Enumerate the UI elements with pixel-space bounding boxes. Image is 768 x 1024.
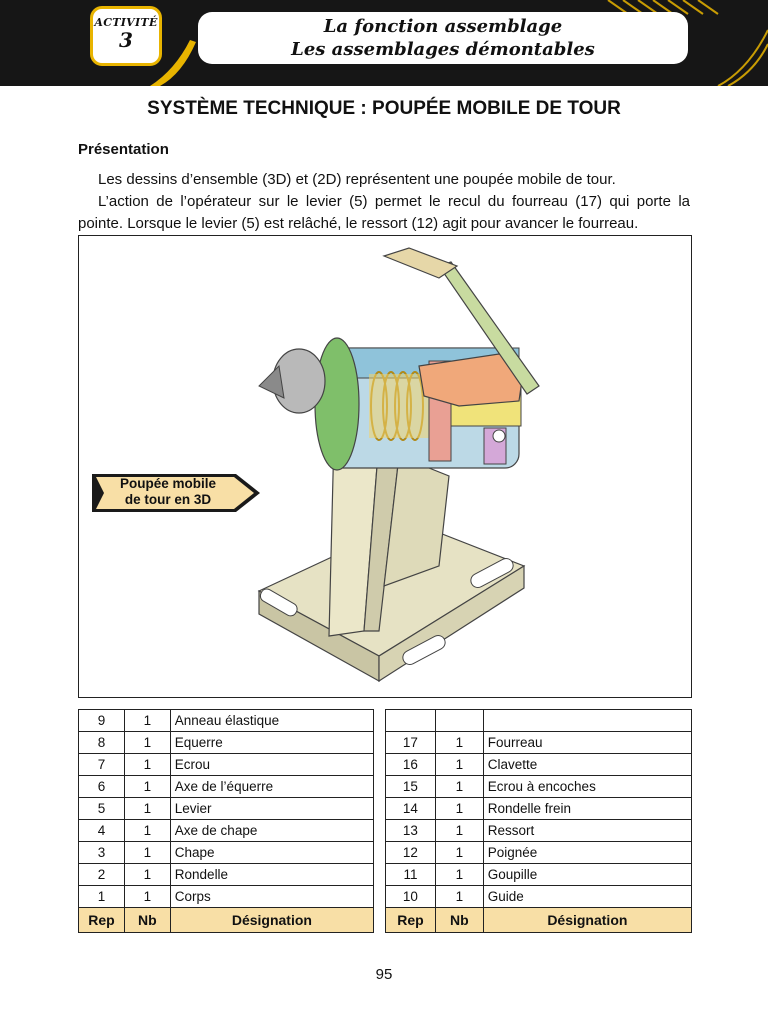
rep-cell: 3 (79, 842, 125, 864)
rep-cell: 13 (386, 820, 436, 842)
chapter-title (198, 12, 688, 64)
nb-cell: 1 (435, 798, 483, 820)
table-header-row (79, 908, 374, 933)
designation-cell: Poignée (483, 842, 691, 864)
table-row (386, 886, 692, 908)
page-title: SYSTÈME TECHNIQUE : POUPÉE MOBILE DE TOUR (147, 98, 621, 119)
designation-cell: Fourreau (483, 732, 691, 754)
nb-cell: 1 (124, 842, 170, 864)
rep-cell: 6 (79, 776, 125, 798)
designation-cell: Rondelle frein (483, 798, 691, 820)
table-row (79, 776, 374, 798)
designation-cell: Goupille (483, 864, 691, 886)
table-row (386, 798, 692, 820)
nb-cell: 1 (435, 864, 483, 886)
nomenclature-table-right (385, 709, 692, 933)
designation-cell: Anneau élastique (170, 710, 373, 732)
table-row (386, 864, 692, 886)
nb-cell: 1 (435, 732, 483, 754)
designation-cell: Levier (170, 798, 373, 820)
nb-cell: 1 (435, 886, 483, 908)
table-row (386, 710, 692, 732)
nb-cell: 1 (124, 710, 170, 732)
assembly-drawing-frame (78, 235, 692, 698)
rep-cell: 17 (386, 732, 436, 754)
callout-line-1: Poupée mobile (119, 476, 217, 491)
activity-number: 3 (119, 28, 133, 52)
table-row (79, 820, 374, 842)
page-number: 95 (375, 966, 393, 983)
nb-cell: 1 (124, 820, 170, 842)
table-row (79, 886, 374, 908)
table-row (386, 776, 692, 798)
nb-cell: 1 (435, 754, 483, 776)
nb-cell: 1 (435, 820, 483, 842)
rep-cell: 15 (386, 776, 436, 798)
rep-cell: 1 (79, 886, 125, 908)
table-row (79, 710, 374, 732)
designation-cell: Ecrou (170, 754, 373, 776)
intro-paragraph-1: Les dessins d’ensemble (3D) et (2D) représentent une poupée mobile de tour. (98, 171, 616, 188)
nb-cell (435, 710, 483, 732)
rep-cell: 2 (79, 864, 125, 886)
callout-label (98, 476, 238, 508)
activity-badge (90, 6, 162, 66)
rep-cell: 8 (79, 732, 125, 754)
nb-header: Nb (124, 908, 170, 933)
intro-paragraph-2: L’action de l’opérateur sur le levier (5) permet le recul du fourreau (17) qui porte la pointe. Lorsque le levier (5) est relâché, le ressort (12) agit pour avancer le fourreau. (78, 193, 690, 232)
rep-cell: 11 (386, 864, 436, 886)
tailstock-3d-illustration (79, 236, 690, 696)
table-row (79, 754, 374, 776)
rep-header: Rep (79, 908, 125, 933)
nb-cell: 1 (124, 732, 170, 754)
rep-cell: 5 (79, 798, 125, 820)
nomenclature-table-left (78, 709, 374, 933)
table-row (79, 798, 374, 820)
rep-cell: 4 (79, 820, 125, 842)
section-heading: Présentation (78, 141, 169, 158)
nb-cell: 1 (435, 842, 483, 864)
designation-cell: Axe de chape (170, 820, 373, 842)
rep-cell: 7 (79, 754, 125, 776)
rep-cell: 16 (386, 754, 436, 776)
rep-cell (386, 710, 436, 732)
designation-header: Désignation (483, 908, 691, 933)
callout-line-2: de tour en 3D (124, 492, 212, 507)
designation-cell: Clavette (483, 754, 691, 776)
rep-header: Rep (386, 908, 436, 933)
nb-cell: 1 (124, 886, 170, 908)
rep-cell: 12 (386, 842, 436, 864)
rep-cell: 14 (386, 798, 436, 820)
designation-cell: Equerre (170, 732, 373, 754)
activity-label: ACTIVITÉ (94, 16, 158, 29)
table-row (79, 732, 374, 754)
table-row (386, 754, 692, 776)
designation-cell: Guide (483, 886, 691, 908)
rep-cell: 9 (79, 710, 125, 732)
designation-cell: Corps (170, 886, 373, 908)
nb-cell: 1 (124, 754, 170, 776)
nb-cell: 1 (124, 776, 170, 798)
nb-cell: 1 (124, 864, 170, 886)
table-header-row (386, 908, 692, 933)
designation-cell: Axe de l’équerre (170, 776, 373, 798)
designation-cell: Ressort (483, 820, 691, 842)
chapter-title-line1: La fonction assemblage (323, 16, 563, 37)
table-row (79, 864, 374, 886)
designation-cell: Ecrou à encoches (483, 776, 691, 798)
designation-cell: Chape (170, 842, 373, 864)
nb-header: Nb (435, 908, 483, 933)
table-row (79, 842, 374, 864)
chapter-title-line2: Les assemblages démontables (291, 39, 595, 60)
table-row (386, 820, 692, 842)
designation-header: Désignation (170, 908, 373, 933)
rep-cell: 10 (386, 886, 436, 908)
intro-text (78, 169, 690, 235)
designation-cell (483, 710, 691, 732)
table-row (386, 732, 692, 754)
designation-cell: Rondelle (170, 864, 373, 886)
nb-cell: 1 (435, 776, 483, 798)
table-row (386, 842, 692, 864)
nb-cell: 1 (124, 798, 170, 820)
